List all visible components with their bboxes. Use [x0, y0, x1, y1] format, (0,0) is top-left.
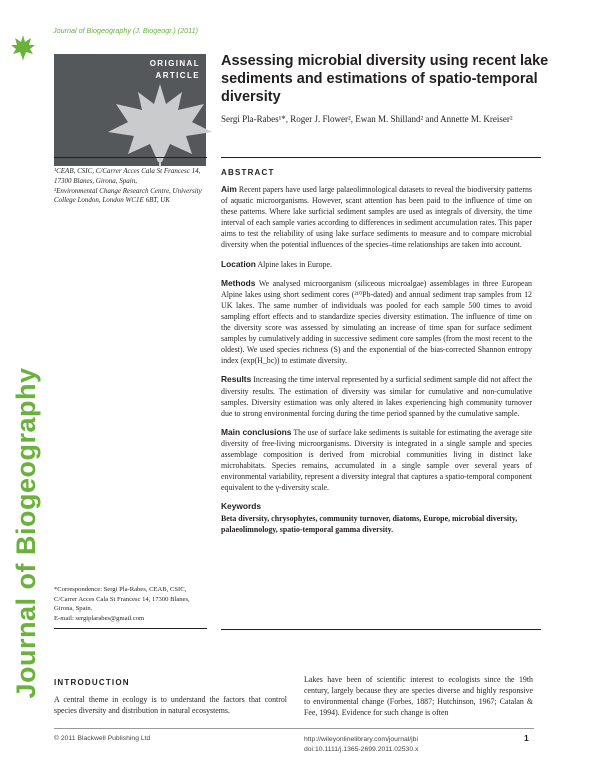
divider — [54, 628, 207, 629]
location-heading: Location — [221, 258, 256, 269]
introduction-text-right: Lakes have been of scientific interest to ecologists since the 19th century, largely because they are species diverse and highly responsive to environmental change (Forbes, 1887; Hutchinson, 1967; Catalan & Fee, 1994). Evidence for such change is often — [304, 675, 533, 718]
abstract-conclusions — [221, 427, 532, 494]
abstract-results — [221, 374, 532, 418]
correspondence-address: *Correspondence: Sergi Pla-Rabes, CEAB, CSIC, C/Carrer Acces Cala St Francesc 14, 17300 Blanes, Girona, Spain. — [54, 586, 190, 612]
keywords-heading: Keywords — [221, 501, 262, 512]
correspondence — [54, 585, 204, 623]
location-text: Alpine lakes in Europe. — [257, 259, 332, 269]
methods-heading: Methods — [221, 277, 256, 288]
doi: doi:10.1111/j.1365-2699.2011.02530.x — [304, 746, 419, 753]
page-number: 1 — [524, 733, 529, 743]
aim-heading: Aim — [221, 184, 237, 194]
footer-divider — [54, 728, 534, 729]
methods-text: We analysed microorganism (siliceous microalgae) assemblages in three European Alpine lakes using short sediment cores (²¹⁰Pb-dated) and annual sediment trap samples from 12 UK lakes. The same number of individuals was pooled for each sample 500 times to avoid sampling effort effects and to standardize species diversity estimation. The influence of time on the diversity score was assessed by simulating an increase of time span for surface sediment samples by cumulatively adding in successive sediment core samples (from the most recent to the oldest). We used species richness (S) and the exponential of the bias-corrected Shannon entropy index (exp(H_bc)) to estimate diversity. — [221, 278, 532, 366]
results-heading: Results — [221, 374, 252, 385]
conclusions-text: The use of surface lake sediments is suitable for estimating the average site diversity of free-living microorganisms. Diversity is integrated in a single sample and species assemblage composition is derived from microbial communities living in distinct lake microhabitats. Species remains, accumulated in a single sample over several years of environmental variability, represent a diversity integral that captures a spatio-temporal component equivalent to the γ-diversity scale. — [221, 427, 532, 493]
maple-leaf-icon — [100, 70, 220, 166]
article-title: Assessing microbial diversity using recent lake sediments and estimations of spatio-temporal diversity — [221, 53, 549, 105]
divider — [221, 157, 541, 158]
affiliation-2: ²Environmental Change Research Centre, University College London, London WC1E 6BT, UK — [54, 186, 202, 205]
divider — [54, 157, 207, 158]
results-text: Increasing the time interval represented by a surficial sediment sample did not affect the diversity results. The estimation of diversity was similar for cumulative and non-cumulative samples. Diversity estimation was only altered in lakes experiencing high community turnover due to strong environmental forcing during the time period spanned by the cumulative sample. — [221, 375, 532, 418]
aim-text: Recent papers have used large palaeolimnological datasets to reveal the biodiversity patterns of aquatic microorganisms. However, scant attention has been paid to the influence of time on these patterns. Where lake surficial sediment samples are used as integrals of diversity, the time interval of each sample varies according to differences in sediment accumulation rates. This paper aims to test the reliability of using lake surface sediments to measure and to compare microbial diversity when the potential influences of the species–time relationships are taken into account. — [221, 185, 532, 250]
keywords: Beta diversity, chrysophytes, community turnover, diatoms, Europe, microbial diversity, palaeolimnology, spatio-temporal gamma diversity. — [221, 514, 518, 535]
abstract — [221, 168, 532, 536]
abstract-location — [221, 259, 532, 270]
affiliation-1: ¹CEAB, CSIC, C/Carrer Acces Cala St Francesc 14, 17300 Blanes, Girona, Spain, — [54, 167, 201, 185]
journal-vertical-title: Journal of Biogeography — [11, 367, 41, 699]
footer-links — [304, 735, 418, 755]
conclusions-heading: Main conclusions — [221, 426, 292, 437]
article-type-box — [54, 54, 206, 166]
copyright: © 2011 Blackwell Publishing Ltd — [54, 735, 151, 742]
author-list: Sergi Pla-Rabes¹*, Roger J. Flower², Ewan M. Shilland² and Annette M. Kreiser² — [221, 114, 513, 124]
leaf-icon — [10, 34, 36, 62]
introduction-heading: INTRODUCTION — [54, 678, 130, 687]
article-type-line1: ORIGINAL — [149, 59, 200, 68]
affiliations — [54, 167, 214, 206]
divider — [221, 629, 541, 630]
abstract-heading: ABSTRACT — [221, 168, 275, 177]
article-type-line2: ARTICLE — [155, 71, 200, 80]
introduction-text-left: A central theme in ecology is to understand the factors that control species diversity and distribution in natural ecosystems. — [54, 695, 287, 716]
abstract-methods — [221, 278, 532, 367]
journal-url-link[interactable]: http://wileyonlinelibrary.com/journal/jbi — [304, 736, 418, 743]
abstract-aim — [221, 184, 532, 251]
correspondence-email: E-mail: sergiplarabes@gmail.com — [54, 614, 145, 622]
running-head: Journal of Biogeography (J. Biogeogr.) (2011) — [53, 26, 199, 35]
